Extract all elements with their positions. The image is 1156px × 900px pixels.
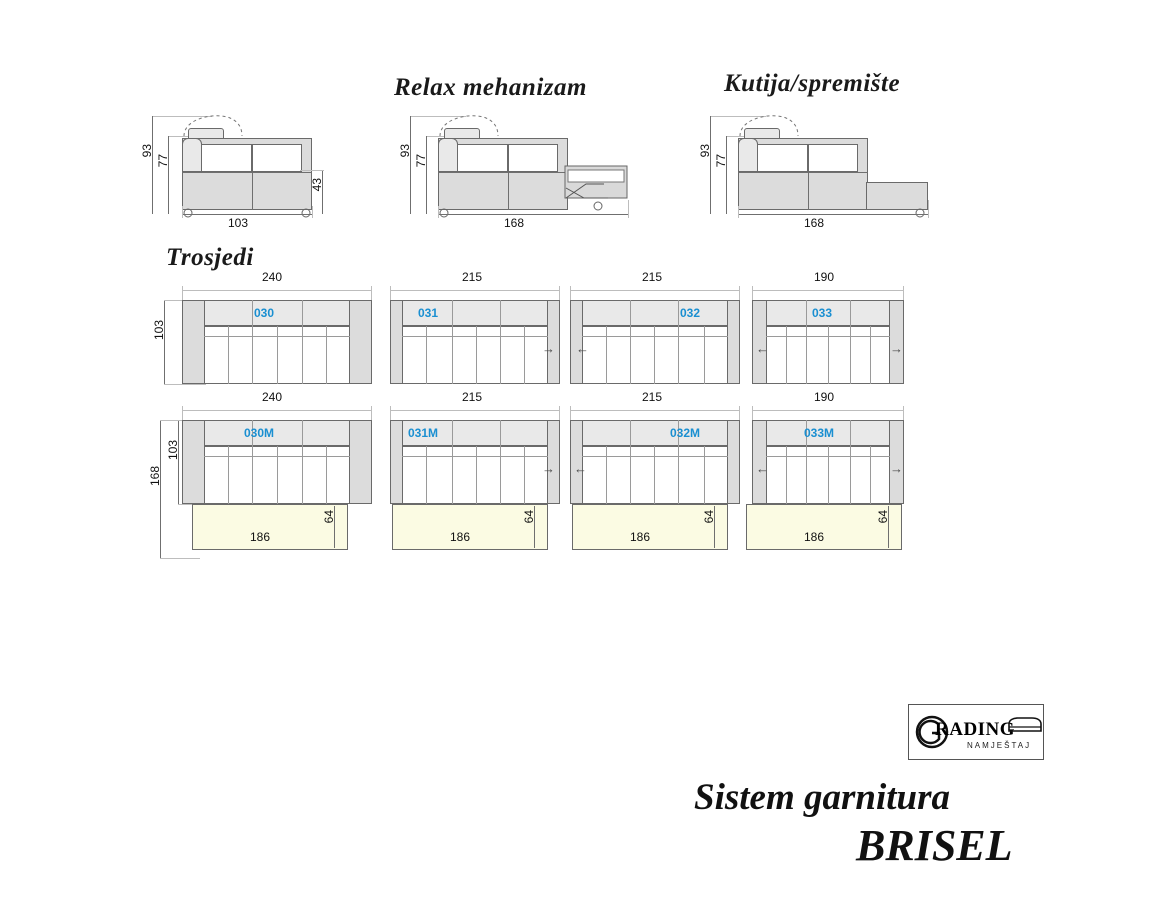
code-label-030M: 030M xyxy=(244,426,275,440)
dim-depth-103-row2: 103 xyxy=(166,440,180,461)
dim-height-77-relax: 77 xyxy=(414,154,428,168)
dim-height-93-storage: 93 xyxy=(698,144,712,158)
backrest-strip-032M xyxy=(582,420,728,446)
seat-area-031M xyxy=(402,446,548,504)
code-label-030: 030 xyxy=(254,306,275,320)
dim-bed-depth-64-033M: 64 xyxy=(876,510,890,524)
storage-box xyxy=(866,182,928,210)
dim-bed-width-186-030M: 186 xyxy=(250,530,271,544)
backrest-panel-2 xyxy=(808,144,858,172)
backrest-strip-032 xyxy=(582,300,728,326)
seat-area-032M xyxy=(582,446,728,504)
seat-area-032 xyxy=(582,326,728,384)
dim-bed-width-186-032M: 186 xyxy=(630,530,651,544)
code-label-032: 032 xyxy=(680,306,701,320)
relax-footrest-mechanism-icon xyxy=(564,164,634,212)
dim-height-77-storage: 77 xyxy=(714,154,728,168)
direction-arrow-left-033: ← xyxy=(756,341,769,356)
sofa-top-view-030 xyxy=(182,270,372,384)
sofa-top-view-030M xyxy=(182,390,372,556)
heading-relax-mehanizam: Relax mehanizam xyxy=(394,74,587,101)
dim-depth-103-row1: 103 xyxy=(152,320,166,341)
direction-arrow-left-032M: ← xyxy=(574,461,587,476)
dim-bed-depth-64-030M: 64 xyxy=(322,510,336,524)
footer-title-line1: Sistem garnitura xyxy=(694,777,951,818)
sofa-top-view-033 xyxy=(752,270,904,384)
backrest-panel-1 xyxy=(756,144,808,172)
sofa-logo-icon xyxy=(1007,715,1043,737)
dim-width-215-032M: 215 xyxy=(642,390,663,404)
dim-width-190-033: 190 xyxy=(814,270,835,284)
code-label-031: 031 xyxy=(418,306,439,320)
dim-width-240-030: 240 xyxy=(262,270,283,284)
direction-arrow-left-033M: ← xyxy=(756,461,769,476)
direction-arrow-right-031: → xyxy=(542,341,555,356)
dim-bed-width-186-033M: 186 xyxy=(804,530,825,544)
code-label-031M: 031M xyxy=(408,426,439,440)
backrest-panel-1 xyxy=(456,144,508,172)
dim-bed-width-186-031M: 186 xyxy=(450,530,471,544)
dim-width-190-033M: 190 xyxy=(814,390,835,404)
side-view-storage xyxy=(698,108,928,230)
dim-bed-depth-64-031M: 64 xyxy=(522,510,536,524)
dim-width-240-030M: 240 xyxy=(262,390,283,404)
side-view-basic xyxy=(140,108,330,230)
sofa-top-view-031M xyxy=(390,390,560,556)
backrest-panel-2 xyxy=(508,144,558,172)
company-logo xyxy=(908,704,1044,760)
dim-depth-168-row2: 168 xyxy=(148,466,162,487)
armrest-left-relax xyxy=(438,138,458,172)
direction-arrow-right-033: → xyxy=(890,341,903,356)
side-view-relax xyxy=(398,108,628,230)
dim-width-215-031M: 215 xyxy=(462,390,483,404)
footer-title-line2: BRISEL xyxy=(856,821,1013,870)
dim-height-93-relax: 93 xyxy=(398,144,412,158)
dim-height-93-basic: 93 xyxy=(140,144,154,158)
direction-arrow-right-033M: → xyxy=(890,461,903,476)
dim-height-43-basic: 43 xyxy=(310,178,324,192)
backrest-strip-030M xyxy=(204,420,350,446)
backrest-panel-1 xyxy=(200,144,252,172)
sofa-top-view-032 xyxy=(570,270,740,384)
dim-width-168-storage: 168 xyxy=(804,216,825,230)
heading-trosjedi: Trosjedi xyxy=(166,244,254,271)
armrest-left-storage xyxy=(738,138,758,172)
direction-arrow-left-032: ← xyxy=(576,341,589,356)
direction-arrow-right-031M: → xyxy=(542,461,555,476)
seat-area-031 xyxy=(402,326,548,384)
code-label-032M: 032M xyxy=(670,426,701,440)
backrest-panel-2 xyxy=(252,144,302,172)
dim-width-168-relax: 168 xyxy=(504,216,525,230)
dim-width-215-031: 215 xyxy=(462,270,483,284)
logo-brand-text: RADING xyxy=(935,719,1016,740)
dim-bed-depth-64-032M: 64 xyxy=(702,510,716,524)
heading-kutija-spremiste: Kutija/spremište xyxy=(724,70,901,97)
logo-subtitle: NAMJEŠTAJ xyxy=(967,741,1032,750)
armrest-left-basic xyxy=(182,138,202,172)
dim-width-215-032: 215 xyxy=(642,270,663,284)
code-label-033: 033 xyxy=(812,306,833,320)
dim-width-103-basic: 103 xyxy=(228,216,249,230)
sofa-top-view-033M xyxy=(752,390,904,556)
backrest-strip-030 xyxy=(204,300,350,326)
dim-height-77-basic: 77 xyxy=(156,154,170,168)
code-label-033M: 033M xyxy=(804,426,835,440)
sofa-top-view-031 xyxy=(390,270,560,384)
sofa-top-view-032M xyxy=(570,390,740,556)
